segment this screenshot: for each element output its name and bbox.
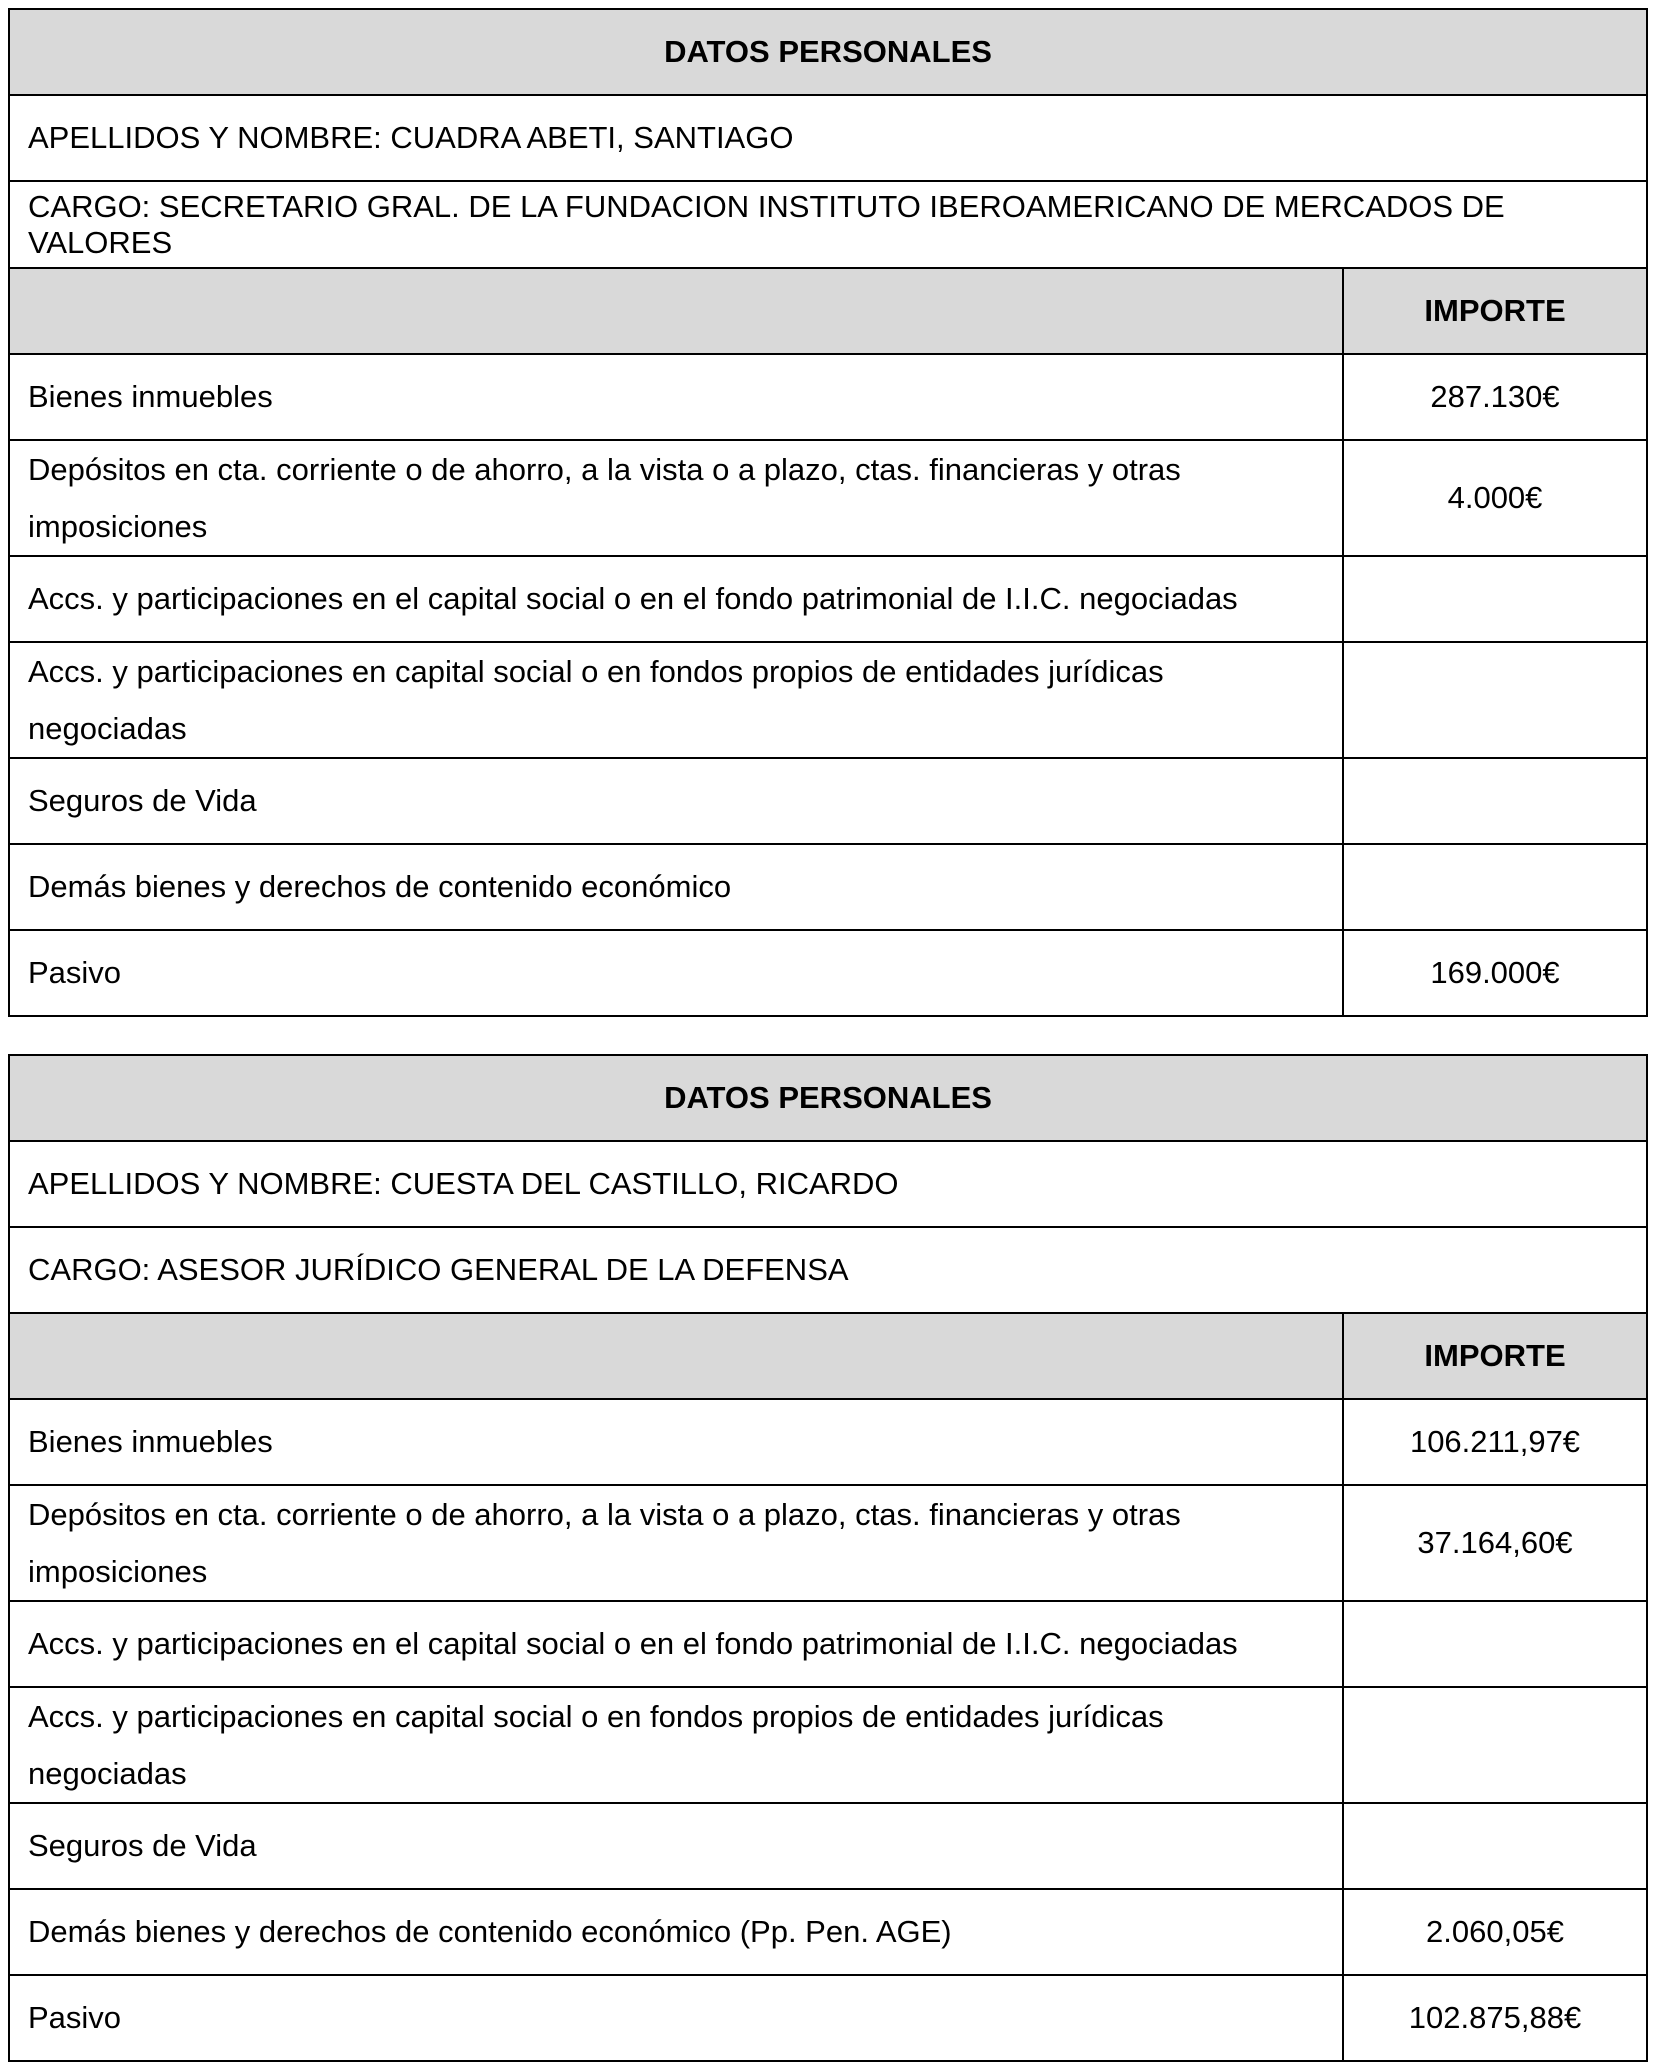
- asset-amount: 106.211,97€: [1343, 1399, 1647, 1485]
- asset-label: Accs. y participaciones en capital social o en fondos propios de entidades jurídicas negociadas: [9, 1687, 1343, 1803]
- asset-amount: 4.000€: [1343, 440, 1647, 556]
- asset-label: Demás bienes y derechos de contenido económico (Pp. Pen. AGE): [9, 1889, 1343, 1975]
- cargo-field: CARGO: ASESOR JURÍDICO GENERAL DE LA DEFENSA: [9, 1227, 1647, 1313]
- asset-amount: [1343, 758, 1647, 844]
- declaration-table-2: [8, 1054, 1648, 2062]
- asset-label: Accs. y participaciones en el capital social o en el fondo patrimonial de I.I.C. negociadas: [9, 556, 1343, 642]
- asset-label: Depósitos en cta. corriente o de ahorro, a la vista o a plazo, ctas. financieras y otras imposiciones: [9, 440, 1343, 556]
- asset-amount: [1343, 642, 1647, 758]
- asset-amount: [1343, 556, 1647, 642]
- name-field: APELLIDOS Y NOMBRE: CUADRA ABETI, SANTIAGO: [9, 95, 1647, 181]
- asset-label: Seguros de Vida: [9, 1803, 1343, 1889]
- asset-label: Depósitos en cta. corriente o de ahorro, a la vista o a plazo, ctas. financieras y otras imposiciones: [9, 1485, 1343, 1601]
- asset-label: Accs. y participaciones en el capital social o en el fondo patrimonial de I.I.C. negociadas: [9, 1601, 1343, 1687]
- asset-label: Bienes inmuebles: [9, 1399, 1343, 1485]
- asset-amount: 287.130€: [1343, 354, 1647, 440]
- asset-label: Seguros de Vida: [9, 758, 1343, 844]
- asset-amount: 169.000€: [1343, 930, 1647, 1016]
- concept-column-header: [9, 268, 1343, 354]
- asset-label: Demás bienes y derechos de contenido económico: [9, 844, 1343, 930]
- concept-column-header: [9, 1313, 1343, 1399]
- asset-amount: 2.060,05€: [1343, 1889, 1647, 1975]
- asset-label: Bienes inmuebles: [9, 354, 1343, 440]
- asset-amount: [1343, 1601, 1647, 1687]
- asset-label: Pasivo: [9, 930, 1343, 1016]
- cargo-field: CARGO: SECRETARIO GRAL. DE LA FUNDACION INSTITUTO IBEROAMERICANO DE MERCADOS DE VALORES: [9, 181, 1647, 268]
- section-header: DATOS PERSONALES: [9, 9, 1647, 95]
- asset-amount: [1343, 1803, 1647, 1889]
- asset-label: Accs. y participaciones en capital social o en fondos propios de entidades jurídicas negociadas: [9, 642, 1343, 758]
- name-field: APELLIDOS Y NOMBRE: CUESTA DEL CASTILLO, RICARDO: [9, 1141, 1647, 1227]
- importe-column-header: IMPORTE: [1343, 268, 1647, 354]
- importe-column-header: IMPORTE: [1343, 1313, 1647, 1399]
- asset-label: Pasivo: [9, 1975, 1343, 2061]
- asset-amount: 102.875,88€: [1343, 1975, 1647, 2061]
- asset-amount: 37.164,60€: [1343, 1485, 1647, 1601]
- asset-amount: [1343, 1687, 1647, 1803]
- asset-amount: [1343, 844, 1647, 930]
- section-header: DATOS PERSONALES: [9, 1055, 1647, 1141]
- declaration-table-1: [8, 8, 1648, 1017]
